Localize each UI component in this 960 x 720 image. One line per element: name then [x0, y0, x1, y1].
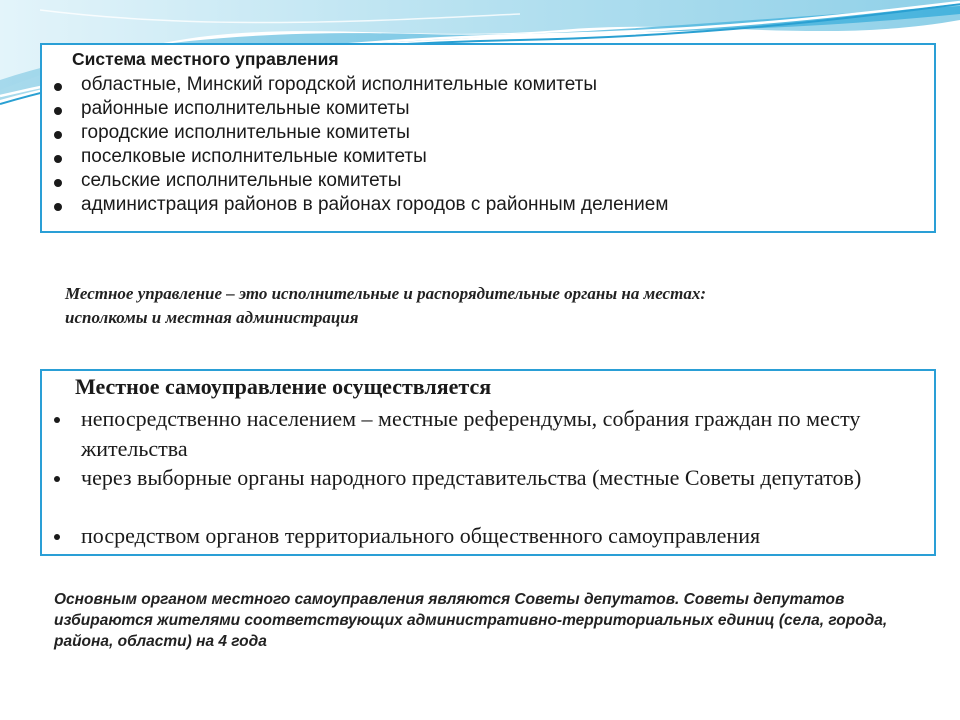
- bullet-icon: [54, 417, 60, 423]
- bullet-icon: [54, 155, 62, 163]
- box2-title: Местное самоуправление осуществляется: [75, 374, 492, 399]
- list-item: посредством органов территориального общественного самоуправления: [54, 521, 924, 551]
- bullet-icon: [54, 534, 60, 540]
- bullet-icon: [54, 83, 62, 91]
- local-government-definition: Местное управление – это исполнительные и распорядительные органы на местах: исполкомы и местная администрация: [65, 284, 706, 327]
- list-item: через выборные органы народного представительства (местные Советы депутатов): [54, 463, 924, 493]
- councils-of-deputies-note: Основным органом местного самоуправления являются Советы депутатов. Советы депутатов избираются жителями соответствующих административно-территориальных единиц (села, города, района, области) на 4 года: [54, 591, 888, 650]
- bullet-icon: [54, 179, 62, 187]
- bullet-icon: [54, 107, 62, 115]
- box1-title: Система местного управления: [72, 49, 339, 69]
- bullet-icon: [54, 476, 60, 482]
- bullet-icon: [54, 131, 62, 139]
- bullet-icon: [54, 203, 62, 211]
- list-item: непосредственно населением – местные референдумы, собрания граждан по месту жительства: [54, 404, 924, 464]
